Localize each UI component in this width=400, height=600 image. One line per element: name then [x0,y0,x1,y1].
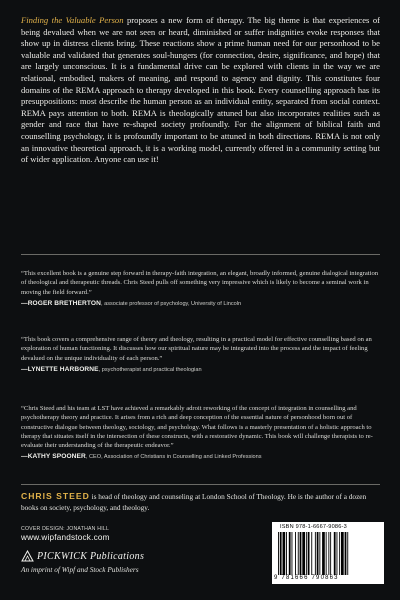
publisher-name: PICKWICK Publications [37,550,145,562]
endorsement-3 [21,404,380,463]
endorser-role: , psychotherapist and practical theologian [98,366,202,373]
isbn-barcode [272,522,384,584]
endorsement-quote: “This book covers a comprehensive range of theory and theology, resulting in a practical model for effective counselling based on an exploration of human functioning. It discusses how our spiritual nature may be integrated into the process and the impact of feeling devalued on the unique individuality of each person.” [21,336,372,362]
barcode-bars [276,532,380,575]
endorsement-2 [21,335,380,375]
divider-top [21,254,380,255]
endorser [21,452,380,462]
author-name: CHRIS STEED [21,491,90,501]
blurb-text: proposes a new form of therapy. The big theme is that experiences of being devalued when we are not seen or heard, diminished or suffer indignities evoke responses that show up in distress clients bring. These reactions show a prime human need for our personhood to be valuable and validated that generates soul-hungers (for connection, desire, significance, and hope) that are largely unconscious. It is a fundamental drive can be explored with clients in the way we are relational, embodied, makers of meaning, and respond to agency and dignity. This constitutes four domains of the REMA approach to therapy developed in this book. Every counselling approach has its presuppositions: most describe the human person as an individual entity, separated from social context. REMA pays attention to both. REMA is theologically attuned but also incorporates realities such as gender and race that have re-shaped society profoundly. For the alignment of biblical faith and counselling psychology, it is profoundly important to be attuned in both directions. REMA is not only an innovative theoretical approach, it is a working model, currently offered in a community setting but of wider application. Anyone can use it! [21,15,380,165]
endorsement-quote: “This excellent book is a genuine step forward in therapy-faith integration, an elegant, broadly informed, genuine dialogical integration of theological and therapeutic threads. Chris Steed pulls off something very impressive which is likely to become a seminal work in moving the field forward.” [21,270,379,296]
book-title-italic: Finding the Valuable Person [21,15,124,25]
endorser-name: —KATHY SPOONER [21,453,86,461]
endorser-role: , associate professor of psychology, University of Lincoln [100,300,242,307]
author-bio-text: is head of theology and counseling at London School of Theology. He is the author of a dozen books on society, psychology, and theology. [21,492,367,512]
endorsement-1 [21,269,380,309]
publisher-brand [21,550,144,562]
isbn-number: ISBN 978-1-6667-9086-3 [280,524,347,530]
publisher-website: www.wipfandstock.com [21,533,110,542]
barcode-digits: 9 781666 790863 [274,575,339,581]
description-blurb [21,15,380,166]
endorser-role: , CEO, Association of Christians in Counselling and Linked Professions [85,454,262,461]
endorsement-quote: “Chris Steed and his team at LST have achieved a remarkably adroit reworking of the concept of integration in counselling and psychotherapy theory and practice. It arises from a rich and deep conception of the essential nature of personhood born out of constructive dialogue between theology, sociology, and psychology. What follows is a masterly presentation of a holistic approach to therapy that situates itself in the intersection of these constructs, with a restorative dynamic. This book will challenge therapists to re-evaluate their understanding of the therapeutic endeavor.” [21,405,373,450]
endorser [21,299,380,309]
cover-design-credit: COVER DESIGN: JONATHAN HILL [21,526,110,532]
endorser-name: —ROGER BRETHERTON [21,299,101,307]
author-bio [21,491,380,513]
imprint-line: An imprint of Wipf and Stock Publishers [21,565,139,574]
endorser-name: —LYNETTE HARBORNE [21,365,99,373]
pickwick-logo-icon [21,550,34,562]
divider-bottom [21,484,380,485]
endorser [21,365,380,375]
